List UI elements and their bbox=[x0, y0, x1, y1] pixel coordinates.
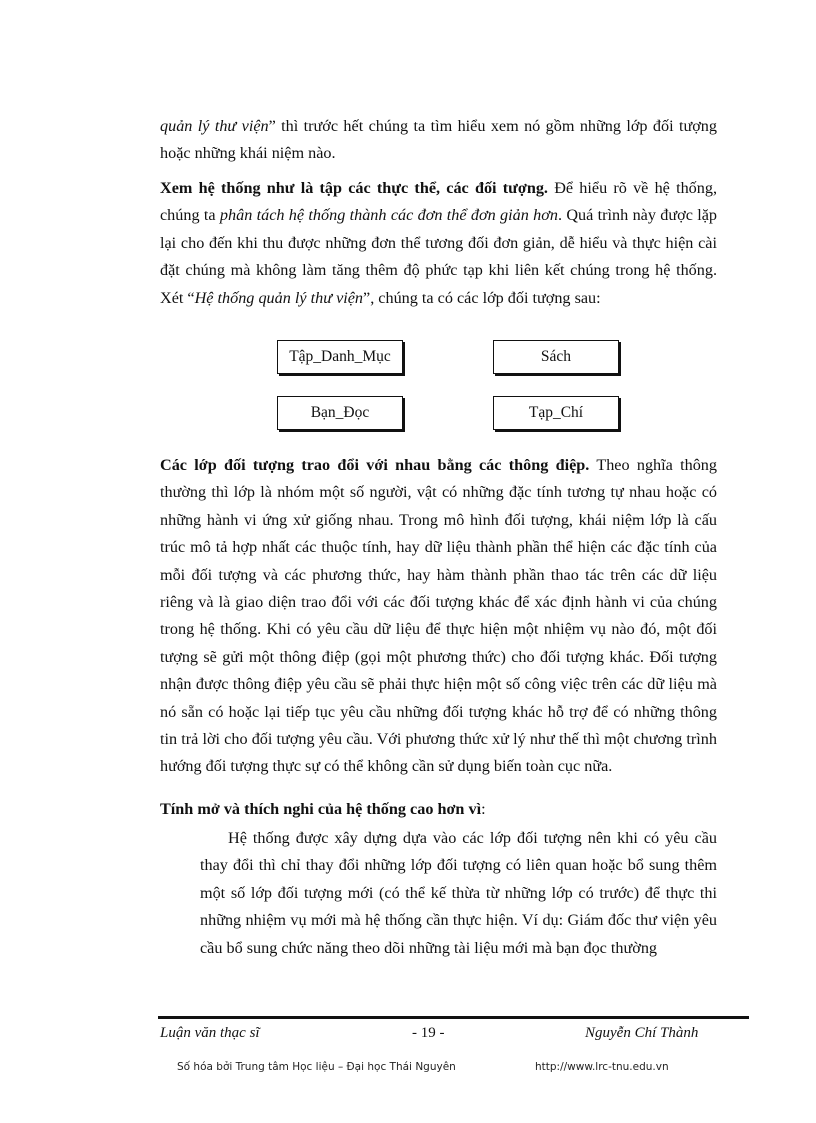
paragraph-intro bbox=[160, 113, 717, 168]
footer-left: Luận văn thạc sĩ bbox=[160, 1025, 260, 1041]
class-box-magazine: Tạp_Chí bbox=[493, 396, 619, 430]
paragraph-text: Để hiểu rõ về hệ thống, chúng ta bbox=[160, 179, 717, 225]
paragraph-openness-body bbox=[200, 825, 717, 962]
digitization-credit: Số hóa bởi Trung tâm Học liệu – Đại học Thái Nguyên bbox=[177, 1061, 456, 1073]
paragraph-text: ”, chúng ta có các lớp đối tượng sau: bbox=[363, 288, 601, 307]
class-box-reader: Bạn_Đọc bbox=[277, 396, 403, 430]
footer-rule bbox=[158, 1016, 749, 1019]
page-number: - 19 - bbox=[412, 1025, 445, 1041]
paragraph-messages bbox=[160, 452, 717, 781]
paragraph-entities bbox=[160, 175, 717, 312]
bold-heading: Tính mở và thích nghi của hệ thống cao hơn vì bbox=[160, 800, 482, 818]
paragraph-openness-heading bbox=[160, 796, 717, 823]
digitization-url[interactable]: http://www.lrc-tnu.edu.vn bbox=[535, 1061, 669, 1073]
italic-phrase: Hệ thống quản lý thư viện bbox=[194, 288, 364, 307]
bold-heading: Các lớp đối tượng trao đổi với nhau bằng các thông điệp. bbox=[160, 456, 590, 474]
paragraph-text: Hệ thống được xây dựng dựa vào các lớp đối tượng nên khi có yêu cầu thay đổi thì chỉ thay đổi những lớp đối tượng có liên quan hoặc bổ sung thêm một số lớp đối tượng mới (có thể kế thừa từ những lớp có trước) để thực thi những nhiệm vụ mới mà hệ thống cần thực hiện. Ví dụ: Giám đốc thư viện yêu cầu bổ sung chức năng theo dõi những tài liệu mới mà bạn đọc thường bbox=[200, 829, 717, 957]
paragraph-text: ” thì trước hết chúng ta tìm hiểu xem nó gồm những lớp đối tượng hoặc những khái niệm nào. bbox=[160, 117, 717, 163]
paragraph-text: : bbox=[481, 800, 486, 818]
class-box-book: Sách bbox=[493, 340, 619, 374]
footer-author: Nguyễn Chí Thành bbox=[585, 1025, 699, 1041]
class-box-catalog: Tập_Danh_Mục bbox=[277, 340, 403, 374]
bold-heading: Xem hệ thống như là tập các thực thể, các đối tượng. bbox=[160, 179, 548, 197]
italic-phrase: quản lý thư viện bbox=[160, 117, 269, 135]
italic-phrase: phân tách hệ thống thành các đơn thể đơn giản hơn bbox=[219, 206, 558, 225]
paragraph-text: Theo nghĩa thông thường thì lớp là nhóm một số người, vật có những đặc tính tương tự nhau hoặc có những hành vi ứng xử giống nhau. Trong mô hình đối tượng, khái niệm lớp là cấu trúc mô tả hợp nhất các thuộc tính, hay dữ liệu thành phần thể hiện các đặc tính của mỗi đối tượng và các phương thức, hay hàm thành phần thao tác trên các dữ liệu riêng và là giao diện trao đổi với các đối tượng khác để xác định hành vi của chúng trong hệ thống. Khi có yêu cầu dữ liệu để thực hiện một nhiệm vụ nào đó, một đối tượng sẽ gửi một thông điệp (gọi một phương thức) cho đối tượng khác. Đối tượng nhận được thông điệp yêu cầu sẽ phải thực hiện một số công việc trên các dữ liệu mà nó sẵn có hoặc lại tiếp tục yêu cầu những đối tượng khác hỗ trợ để có những thông tin trả lời cho đối tượng yêu cầu. Với phương thức xử lý như thế thì một chương trình hướng đối tượng thực sự có thể không cần sử dụng biến toàn cục nữa. bbox=[160, 456, 717, 776]
paragraph-text: . Quá trình này được lặp lại cho đến khi thu được những đơn thể tương đối đơn giản, dễ hiểu và thực hiện cài đặt chúng mà không làm tăng thêm độ phức tạp khi liên kết chúng trong hệ thống. Xét “ bbox=[160, 206, 717, 307]
